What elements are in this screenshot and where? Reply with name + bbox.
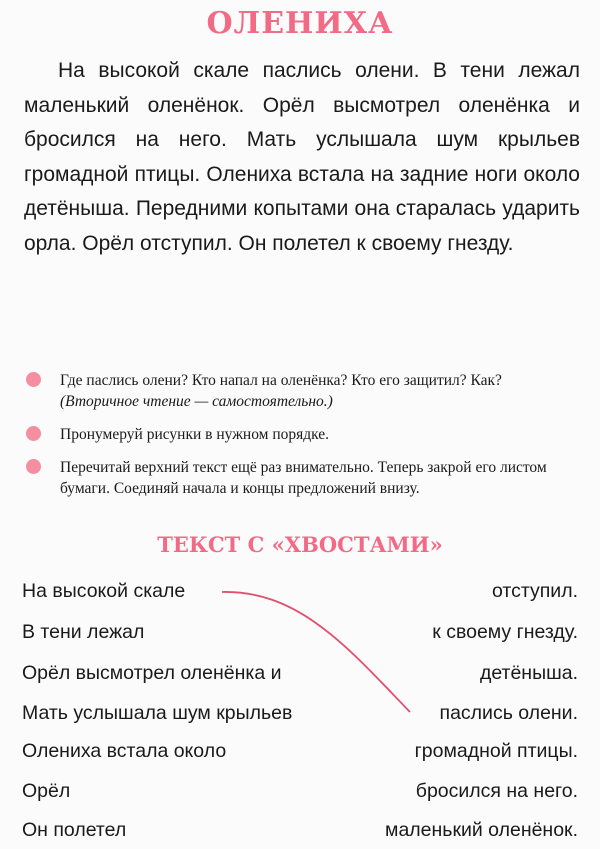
bullet-dot-icon: [26, 426, 41, 441]
task-text: Перечитай верхний текст ещё раз внимательно. Теперь закрой его листом бумаги. Соединяй начала и концы предложений внизу.: [60, 459, 547, 497]
task-text: Пронумеруй рисунки в нужном порядке.: [60, 426, 330, 443]
task-item: [26, 424, 582, 445]
sentence-end[interactable]: к своему гнезду.: [432, 621, 578, 643]
sentence-end[interactable]: отступил.: [491, 580, 578, 602]
task-item: [26, 370, 582, 412]
task-item: [26, 457, 582, 499]
sentence-end[interactable]: паслись олени.: [439, 702, 578, 724]
sentence-end[interactable]: бросился на него.: [415, 780, 578, 802]
task-list: [26, 370, 582, 511]
pair-row: [22, 621, 578, 651]
page-title: ОЛЕНИХА: [206, 6, 394, 41]
pair-row: [22, 662, 578, 692]
task-text: Где паслись олени? Кто напал на оленёнка? Кто его защитил? Как?: [60, 372, 502, 389]
sentence-start[interactable]: Мать услышала шум крыльев: [22, 702, 293, 724]
sentence-end[interactable]: маленький оленёнок.: [385, 819, 578, 841]
bullet-dot-icon: [26, 459, 41, 474]
sentence-start[interactable]: На высокой скале: [22, 580, 186, 602]
sentence-start[interactable]: Орёл: [22, 780, 71, 802]
pair-row: [22, 780, 578, 810]
pair-row: [22, 580, 578, 610]
sentence-end[interactable]: громадной птицы.: [414, 740, 578, 762]
task-note: (Вторичное чтение — самостоятельно.): [60, 393, 333, 410]
sentence-start[interactable]: Он полетел: [22, 819, 127, 841]
pair-row: [22, 702, 578, 732]
bullet-dot-icon: [26, 372, 41, 387]
section-title: ТЕКСТ С «ХВОСТАМИ»: [157, 532, 443, 557]
pair-row: [22, 740, 578, 770]
sentence-start[interactable]: В тени лежал: [22, 621, 145, 643]
sentence-end[interactable]: детёныша.: [479, 662, 578, 684]
story-text: [24, 54, 580, 261]
sentence-start[interactable]: Орёл высмотрел оленёнка и: [22, 662, 282, 684]
sentence-start[interactable]: Олениха встала около: [22, 740, 227, 762]
story-paragraph: На высокой скале паслись олени. В тени лежал маленький оленёнок. Орёл высмотрел оленёнка и бросился на него. Мать услышала шум крыльев громадной птицы. Олениха встала на задние ноги около детёныша. Передними копытами она старалась ударить орла. Орёл отступил. Он полетел к своему гнезду.: [24, 59, 580, 255]
